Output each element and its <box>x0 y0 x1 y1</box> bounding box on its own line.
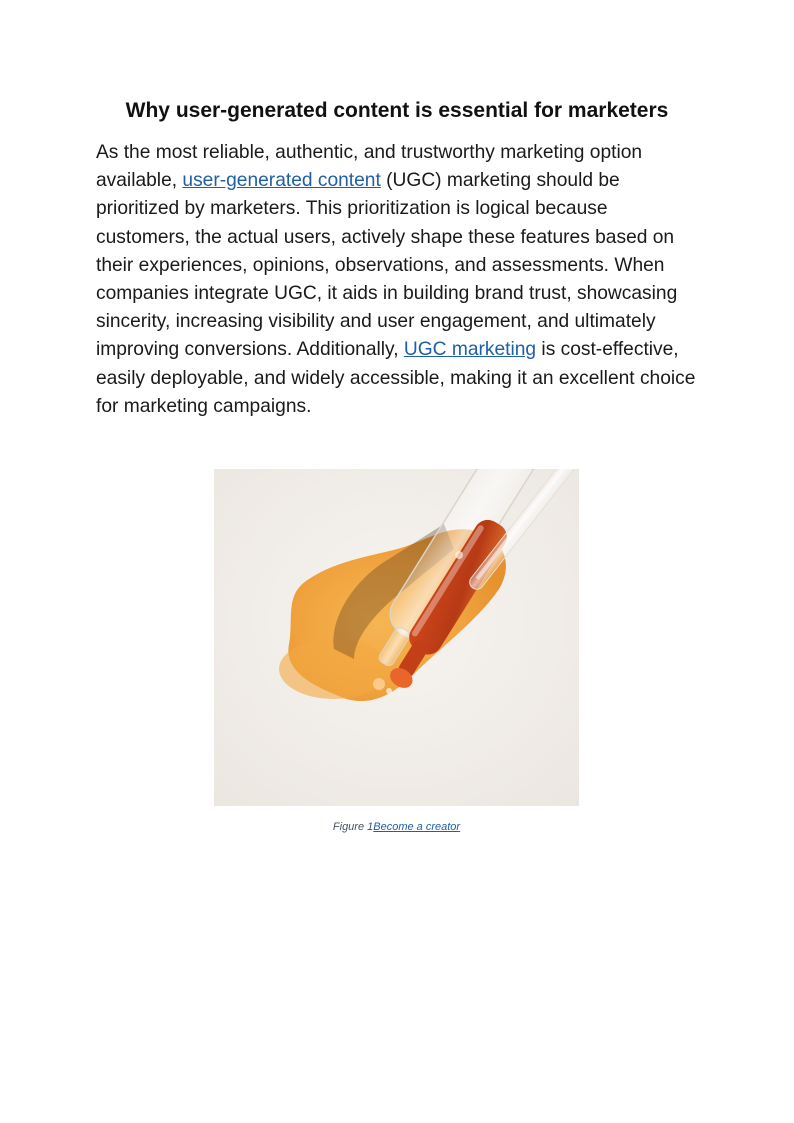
paragraph-text-1: As the most reliable, authentic, and trustworthy marketing option available, <box>96 142 643 192</box>
ugc-marketing-link[interactable]: UGC marketing <box>403 339 537 361</box>
user-generated-content-link[interactable]: user-generated content <box>182 170 381 192</box>
paragraph-text-2: (UGC) marketing should be prioritized by marketers. This prioritization is logical because customers, the actual users, actively shape these features based on their experiences, opinions, observations, and assessments. When companies integrate UGC, it aids in building brand trust, showcasing sincerity, increasing visibility and user engagement, and ultimately improving conversions. Additionally, <box>96 170 678 361</box>
figure-caption <box>214 820 579 834</box>
become-a-creator-link[interactable]: Become a creator <box>373 821 461 833</box>
caption-prefix: Figure 1 <box>332 821 374 833</box>
article-title: Why user-generated content is essential for marketers <box>125 99 669 122</box>
figure-image <box>214 469 579 806</box>
article-paragraph <box>96 139 700 421</box>
paragraph-text-3: is cost-effective, easily deployable, and widely accessible, making it an excellent choice for marketing campaigns. <box>96 339 696 417</box>
dropper-oil-illustration <box>214 469 579 806</box>
